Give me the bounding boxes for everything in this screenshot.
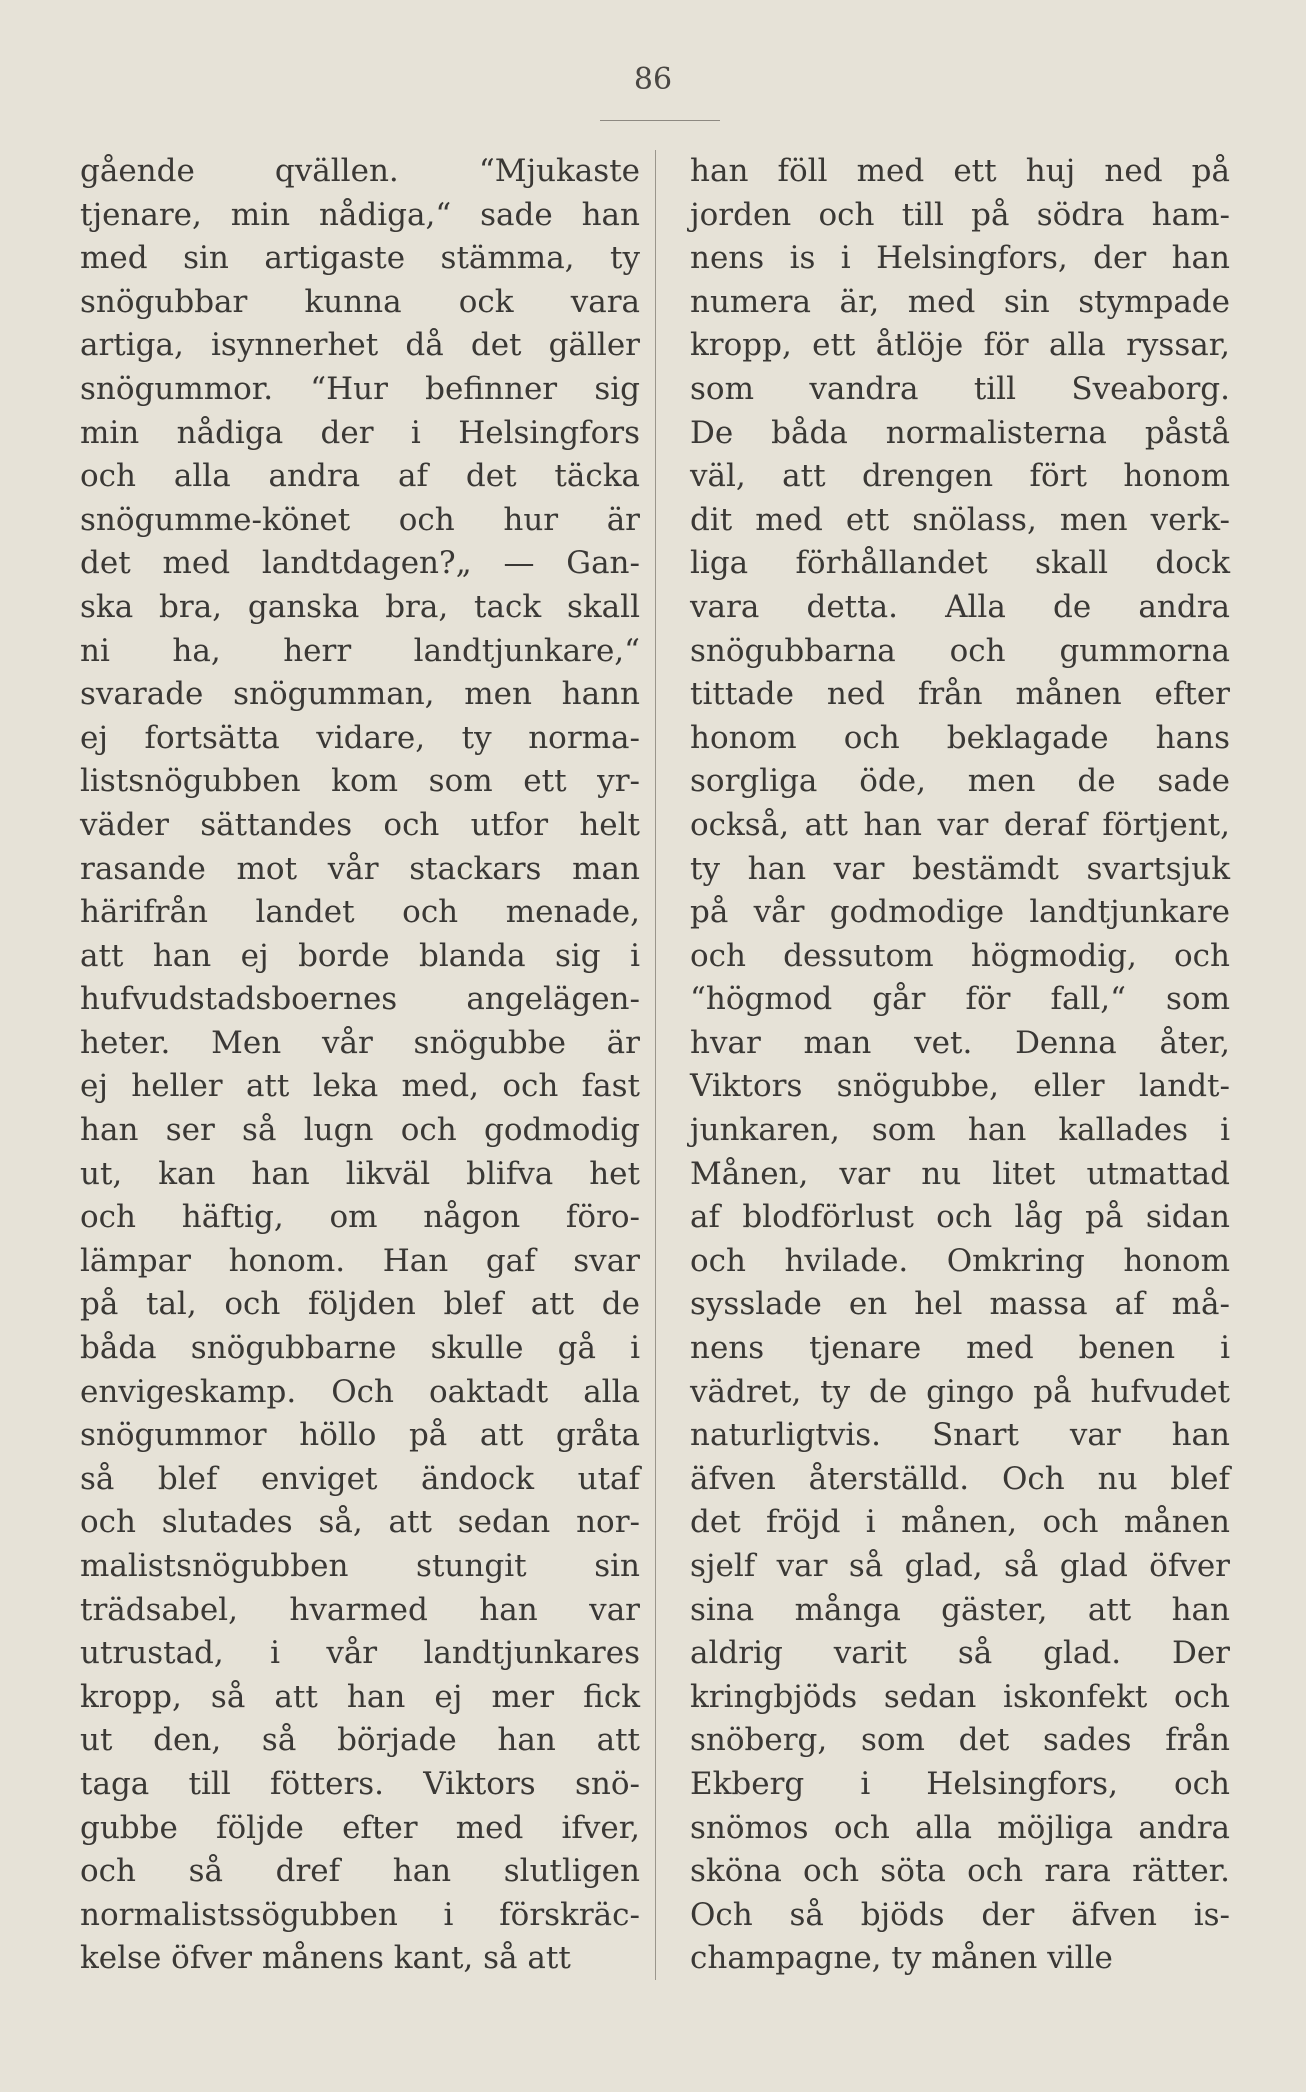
text-line: nens is i Helsingfors, der han [690, 240, 1230, 277]
text-line: svarade snögumman, men hann [80, 676, 640, 713]
text-line: Viktors snögubbe, eller landt- [690, 1068, 1230, 1105]
text-line: härifrån landet och menade, [80, 894, 640, 931]
text-line: nens tjenare med benen i [690, 1330, 1230, 1367]
text-line: ut den, så började han att [80, 1722, 640, 1759]
text-line: det fröjd i månen, och månen [690, 1504, 1230, 1541]
text-line: champagne, ty månen ville [690, 1940, 1113, 1977]
text-line: vara detta. Alla de andra [690, 588, 1230, 625]
text-line: och dessutom högmodig, och [690, 937, 1230, 974]
text-line: sysslade en hel massa af må- [690, 1286, 1230, 1323]
text-column-left [80, 150, 640, 1981]
text-line: snögubbar kunna ock vara [80, 283, 640, 320]
text-line: sorgliga öde, men de sade [690, 763, 1230, 800]
text-line: naturligtvis. Snart var han [690, 1417, 1230, 1454]
text-line: sjelf var så glad, så glad öfver [690, 1548, 1230, 1584]
text-line: på tal, och följden blef att de [80, 1286, 640, 1323]
text-line: Och så bjöds der äfven is- [690, 1896, 1230, 1933]
text-line: snögumme-könet och hur är [80, 501, 640, 538]
text-line: på vår godmodige landtjunkare [690, 894, 1230, 931]
text-line: ska bra, ganska bra, tack skall [80, 588, 640, 625]
text-line: taga till fötters. Viktors snö- [80, 1765, 640, 1802]
text-line: “högmod går för fall,“ som [690, 981, 1230, 1018]
text-line: ni ha, herr landtjunkare,“ [80, 632, 640, 669]
text-line: väl, att drengen fört honom [690, 458, 1230, 495]
text-line: snögummor höllo på att gråta [80, 1417, 640, 1454]
text-line: af blodförlust och låg på sidan [690, 1199, 1230, 1236]
text-line: kropp, ett åtlöje för alla ryssar, [690, 327, 1230, 364]
text-line: jorden och till på södra ham- [690, 196, 1230, 233]
header-rule [600, 120, 720, 121]
text-line: som vandra till Sveaborg. [690, 370, 1230, 407]
text-line: numera är, med sin stympade [690, 283, 1230, 320]
text-line: att han ej borde blanda sig i [80, 937, 640, 974]
text-line: och häftig, om någon föro- [80, 1199, 640, 1236]
text-line: trädsabel, hvarmed han var [80, 1591, 640, 1628]
text-line: honom och beklagade hans [690, 719, 1230, 756]
text-line: envigeskamp. Och oaktadt alla [80, 1373, 640, 1410]
text-line: utrustad, i vår landtjunkares [80, 1635, 640, 1672]
text-line: junkaren, som han kallades i [690, 1112, 1230, 1149]
text-line: kropp, så att han ej mer fick [80, 1678, 640, 1715]
text-line: äfven återställd. Och nu blef [690, 1460, 1230, 1497]
text-line: han föll med ett huj ned på [690, 153, 1230, 189]
text-line: tjenare, min nådiga,“ sade han [80, 196, 640, 233]
text-line: dit med ett snölass, men verk- [690, 501, 1230, 538]
column-divider [655, 150, 656, 1980]
text-line: tittade ned från månen efter [690, 676, 1230, 713]
text-line: gubbe följde efter med ifver, [80, 1809, 640, 1846]
text-line: snögubbarna och gummorna [690, 632, 1230, 669]
text-line: ej fortsätta vidare, ty norma- [80, 719, 640, 756]
text-line: malistsnögubben stungit sin [80, 1548, 640, 1584]
text-line: heter. Men vår snögubbe är [80, 1024, 640, 1061]
text-line: med sin artigaste stämma, ty [80, 240, 640, 277]
text-line: också, att han var deraf förtjent, [690, 806, 1230, 843]
text-line: gående qvällen. “Mjukaste [80, 153, 640, 189]
text-line: hufvudstadsboernes angelägen- [80, 981, 640, 1018]
text-line: kringbjöds sedan iskonfekt och [690, 1678, 1230, 1715]
text-line: listsnögubben kom som ett yr- [80, 763, 640, 800]
text-line: aldrig varit så glad. Der [690, 1635, 1230, 1672]
text-line: De båda normalisterna påstå [690, 414, 1230, 451]
text-line: normalistssögubben i förskräc- [80, 1896, 640, 1933]
text-line: snömos och alla möjliga andra [690, 1809, 1230, 1846]
text-line: och alla andra af det täcka [80, 458, 640, 495]
text-line: så blef enviget ändock utaf [80, 1460, 640, 1497]
text-line: han ser så lugn och godmodig [80, 1112, 640, 1149]
text-line: ej heller att leka med, och fast [80, 1068, 640, 1105]
text-line: kelse öfver månens kant, så att [80, 1940, 571, 1977]
text-line: hvar man vet. Denna åter, [690, 1024, 1230, 1061]
text-line: ty han var bestämdt svartsjuk [690, 850, 1230, 887]
text-line: Månen, var nu litet utmattad [690, 1155, 1230, 1192]
text-line: sina många gäster, att han [690, 1591, 1230, 1628]
text-line: Ekberg i Helsingfors, och [690, 1765, 1230, 1802]
text-line: artiga, isynnerhet då det gäller [80, 327, 640, 364]
text-line: snöberg, som det sades från [690, 1722, 1230, 1759]
text-line: det med landtdagen?„ — Gan- [80, 545, 640, 582]
text-line: båda snögubbarne skulle gå i [80, 1330, 640, 1367]
text-line: ut, kan han likväl blifva het [80, 1155, 640, 1192]
text-line: snögummor. “Hur befinner sig [80, 370, 640, 407]
text-line: och slutades så, att sedan nor- [80, 1504, 640, 1541]
text-line: väder sättandes och utfor helt [80, 806, 640, 843]
text-line: och så dref han slutligen [80, 1853, 640, 1890]
text-line: sköna och söta och rara rätter. [690, 1853, 1230, 1890]
text-line: min nådiga der i Helsingfors [80, 414, 640, 451]
page-number: 86 [633, 62, 673, 97]
text-line: rasande mot vår stackars man [80, 850, 640, 887]
text-line: vädret, ty de gingo på hufvudet [690, 1373, 1230, 1410]
text-line: lämpar honom. Han gaf svar [80, 1242, 640, 1279]
text-column-right [690, 150, 1230, 1981]
text-line: och hvilade. Omkring honom [690, 1242, 1230, 1279]
text-line: liga förhållandet skall dock [690, 545, 1230, 582]
